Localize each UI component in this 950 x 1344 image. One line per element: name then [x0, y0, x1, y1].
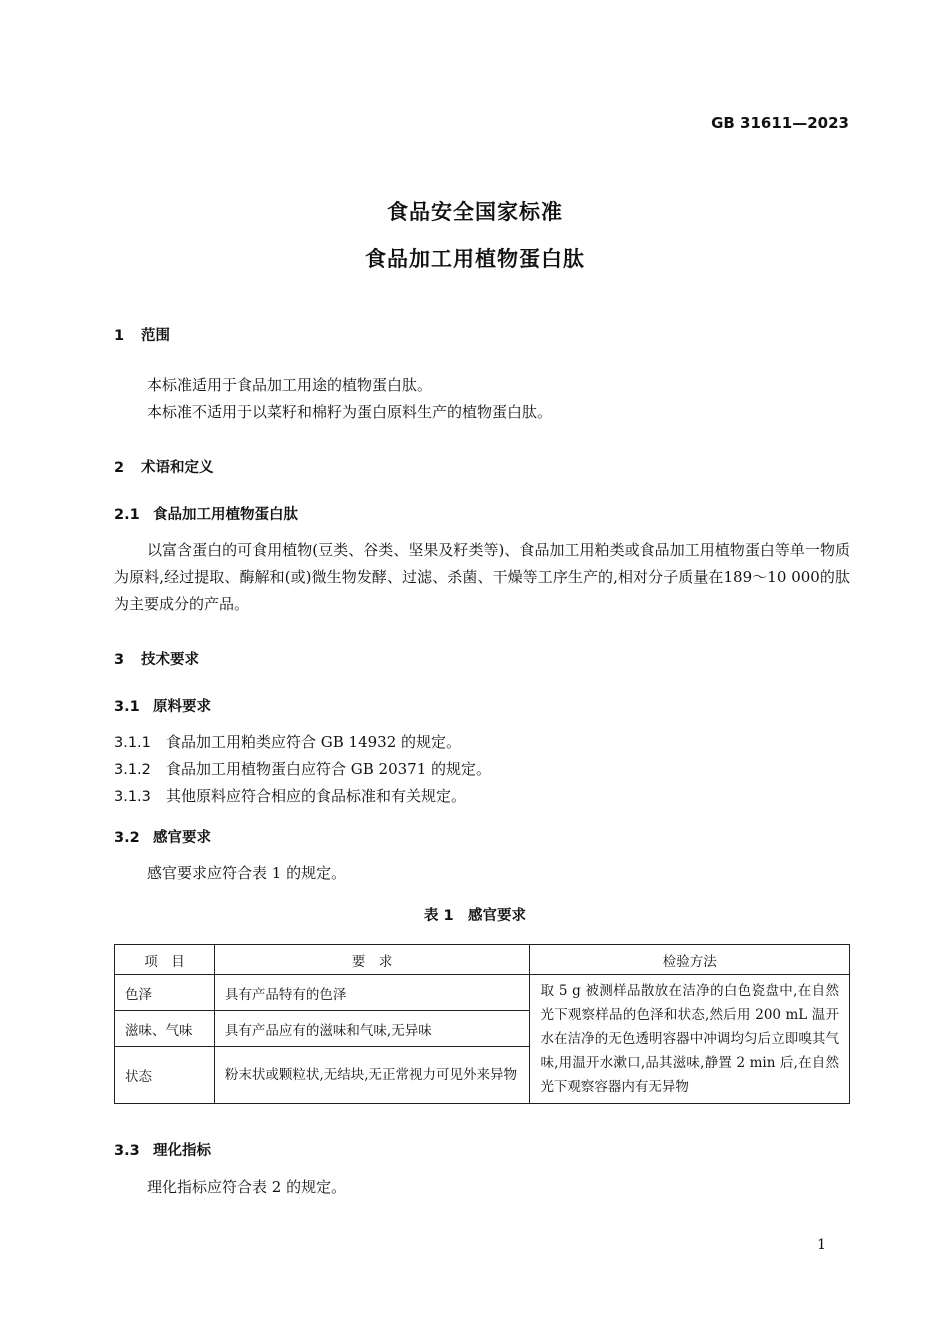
table-header-requirement: 要 求	[214, 945, 530, 975]
sensory-requirements-table	[114, 944, 850, 1104]
section-title: 原料要求	[153, 699, 211, 715]
clause-number: 3.1.3	[114, 789, 151, 805]
table-cell-requirement: 具有产品特有的色泽	[214, 975, 530, 1011]
clause-number: 3.1.2	[114, 762, 151, 778]
table-header-row	[115, 945, 850, 975]
section-3-3-heading	[114, 1139, 211, 1160]
section-number: 3	[114, 652, 125, 668]
table-cell-requirement: 具有产品应有的滋味和气味,无异味	[214, 1011, 530, 1047]
section-title: 感官要求	[153, 830, 211, 846]
section-title: 技术要求	[141, 652, 199, 668]
section-2-1-body: 以富含蛋白的可食用植物(豆类、谷类、坚果及籽类等)、食品加工用粕类或食品加工用植物蛋白等单一物质为原料,经过提取、酶解和(或)微生物发酵、过滤、杀菌、干燥等工序生产的,相对分子质量在189～10 000的肽为主要成分的产品。	[114, 541, 850, 613]
section-number: 3.3	[114, 1143, 140, 1159]
section-1-para-2: 本标准不适用于以菜籽和棉籽为蛋白原料生产的植物蛋白肽。	[147, 403, 553, 421]
clause-number: 3.1.1	[114, 735, 151, 751]
clause-3-1-2	[114, 756, 491, 783]
section-number: 3.2	[114, 830, 140, 846]
section-title: 理化指标	[153, 1143, 211, 1159]
table-cell-item: 滋味、气味	[115, 1011, 215, 1047]
section-2-1-heading	[114, 503, 298, 524]
section-3-2-heading	[114, 826, 211, 847]
table-row	[115, 975, 850, 1011]
section-3-3-para: 理化指标应符合表 2 的规定。	[147, 1178, 347, 1196]
section-3-2-para: 感官要求应符合表 1 的规定。	[147, 864, 347, 882]
section-title: 食品加工用植物蛋白肽	[153, 507, 298, 523]
table-cell-requirement: 粉末状或颗粒状,无结块,无正常视力可见外来异物	[214, 1047, 530, 1104]
page-number: 1	[817, 1237, 826, 1253]
section-number: 3.1	[114, 699, 140, 715]
section-1-para-1: 本标准适用于食品加工用途的植物蛋白肽。	[147, 376, 433, 394]
clause-text: 其他原料应符合相应的食品标准和有关规定。	[166, 787, 467, 805]
section-number: 2.1	[114, 507, 140, 523]
section-3-1-heading	[114, 695, 211, 716]
section-title: 范围	[141, 328, 170, 344]
section-number: 1	[114, 328, 125, 344]
table-header-method: 检验方法	[530, 945, 850, 975]
section-1-heading	[114, 324, 170, 345]
table-cell-item: 色泽	[115, 975, 215, 1011]
section-title: 术语和定义	[141, 460, 214, 476]
section-number: 2	[114, 460, 125, 476]
table-cell-item: 状态	[115, 1047, 215, 1104]
doc-title-line1: 食品安全国家标准	[387, 200, 563, 224]
table-1-caption: 表 1 感官要求	[423, 908, 527, 924]
clause-text: 食品加工用粕类应符合 GB 14932 的规定。	[166, 733, 462, 751]
section-3-heading	[114, 648, 199, 669]
section-2-heading	[114, 456, 214, 477]
table-header-item: 项 目	[115, 945, 215, 975]
doc-title-line2: 食品加工用植物蛋白肽	[365, 247, 585, 271]
table-cell-method: 取 5 g 被测样品散放在洁净的白色瓷盘中,在自然光下观察样品的色泽和状态,然后用 200 mL 温开水在洁净的无色透明容器中冲调均匀后立即嗅其气味,用温开水漱口,品其滋味,静置 2 min 后,在自然光下观察容器内有无异物	[530, 975, 850, 1104]
clause-3-1-3	[114, 783, 466, 810]
clause-3-1-1	[114, 729, 461, 756]
clause-text: 食品加工用植物蛋白应符合 GB 20371 的规定。	[166, 760, 492, 778]
standard-code: GB 31611—2023	[711, 114, 849, 132]
